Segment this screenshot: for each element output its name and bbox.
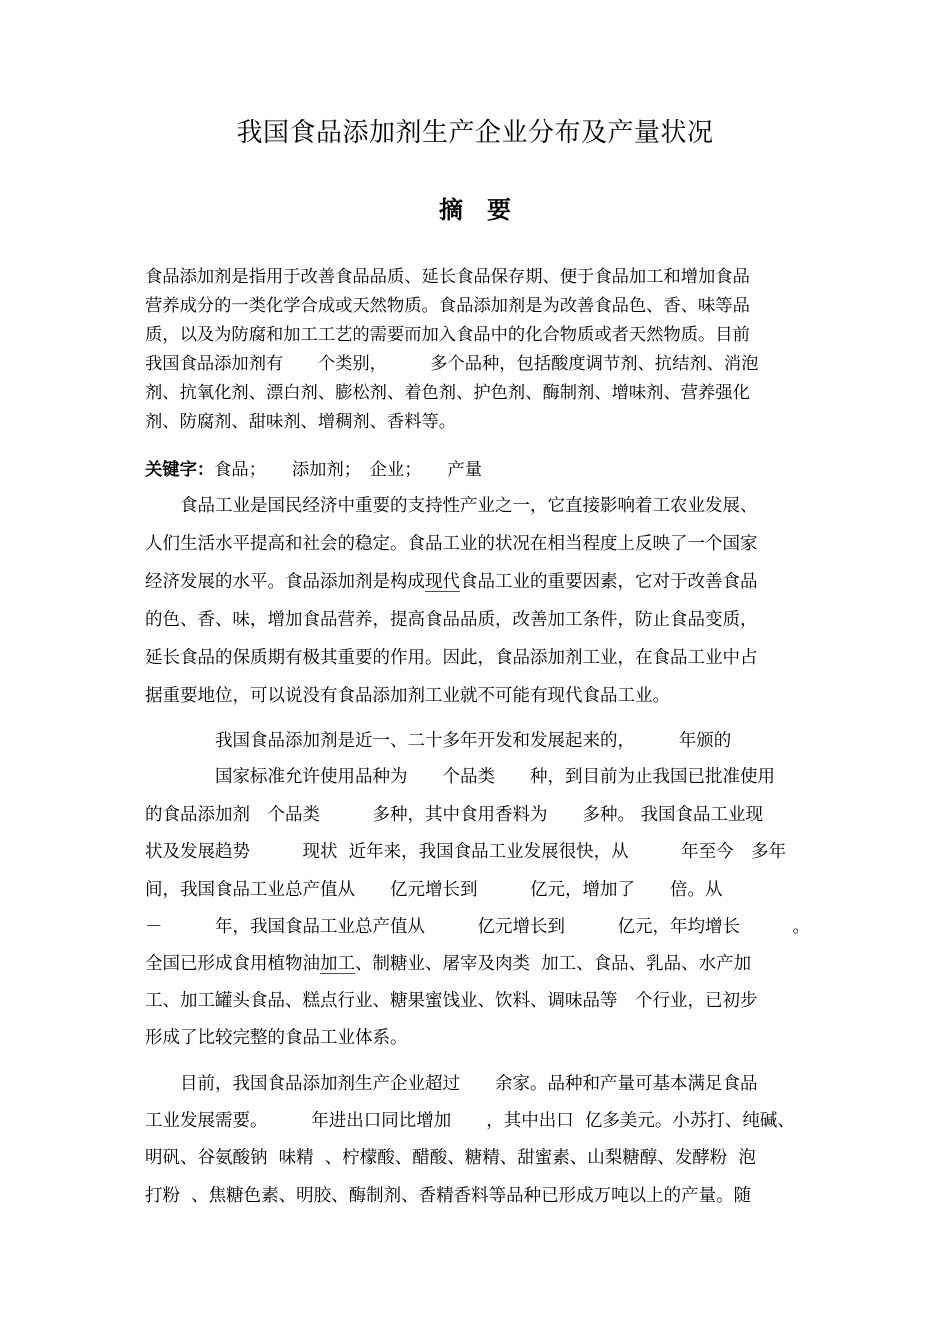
abstract-heading: 摘 要	[439, 196, 511, 224]
body-line: － 年，我国食品工业总产值从 亿元增长到 亿元，年均增长 。	[145, 917, 810, 937]
body-line	[145, 568, 758, 593]
body-line: 状及发展趋势 现状 近年来，我国食品工业发展很快，从 年至今 多年	[145, 842, 787, 862]
keywords-text: 食品； 添加剂； 企业； 产量	[214, 460, 482, 480]
body-line: 明矾、谷氨酸钠 味精 、柠檬酸、醋酸、糖精、甜蜜素、山梨糖醇、发酵粉 泡	[145, 1148, 756, 1168]
body-line: 我国食品添加剂是近一、二十多年开发和发展起来的， 年颁的	[145, 731, 732, 751]
body-line: 间，我国食品工业总产值从 亿元增长到 亿元，增加了 倍。从	[145, 880, 723, 900]
body-line: 目前，我国食品添加剂生产企业超过 余家。品种和产量可基本满足食品	[145, 1074, 758, 1094]
abstract-line: 剂、防腐剂、甜味剂、增稠剂、香料等。	[145, 412, 457, 432]
abstract-line: 我国食品添加剂有 个类别， 多个品种，包括酸度调节剂、抗结剂、消泡	[145, 354, 759, 374]
body-text: 、制糖业、屠宰及肉类 加工、食品、乳品、水产加	[355, 954, 752, 974]
body-text: 食品工业的重要因素，它对于改善食品	[460, 572, 758, 592]
body-line: 食品工业是国民经济中重要的支持性产业之一，它直接影响着工农业发展、	[145, 496, 758, 516]
body-text: 经济发展的水平。食品添加剂是构成	[145, 572, 425, 592]
abstract-line: 剂、抗氧化剂、漂白剂、膨松剂、着色剂、护色剂、酶制剂、增味剂、营养强化	[145, 383, 750, 403]
abstract-line: 营养成分的一类化学合成或天然物质。食品添加剂是为改善食品色、香、味等品	[145, 296, 750, 316]
body-line: 工业发展需要。 年进出口同比增加 ，其中出口 亿多美元。小苏打、纯碱、	[145, 1111, 795, 1131]
body-line: 人们生活水平提高和社会的稳定。食品工业的状况在相当程度上反映了一个国家	[145, 534, 758, 554]
body-line	[145, 950, 751, 975]
body-line: 工、加工罐头食品、糕点行业、糖果蜜饯业、饮料、调味品等 个行业，已初步	[145, 991, 758, 1011]
body-line: 的色、香、味，增加食品营养，提高食品品质，改善加工条件，防止食品变质，	[145, 610, 758, 630]
abstract-line: 食品添加剂是指用于改善食品品质、延长食品保存期、便于食品加工和增加食品	[145, 267, 750, 287]
document-title: 我国食品添加剂生产企业分布及产量状况	[236, 118, 714, 148]
body-line: 延长食品的保质期有极其重要的作用。因此，食品添加剂工业，在食品工业中占	[145, 648, 758, 668]
link-modern[interactable]: 现代	[425, 572, 460, 592]
link-processing[interactable]: 加工	[320, 954, 355, 974]
body-line: 形成了比较完整的食品工业体系。	[145, 1028, 408, 1048]
body-line: 国家标准允许使用品种为 个品类 种，到目前为止我国已批准使用	[145, 767, 775, 787]
body-line: 打粉 、焦糖色素、明胶、酶制剂、香精香料等品种已形成万吨以上的产量。随	[145, 1186, 752, 1206]
keywords-label: 关键字：	[145, 460, 215, 480]
abstract-line: 质，以及为防腐和加工工艺的需要而加入食品中的化合物质或者天然物质。目前	[145, 325, 750, 345]
body-line: 据重要地位，可以说没有食品添加剂工业就不可能有现代食品工业。	[145, 686, 670, 706]
keywords-row	[145, 455, 482, 480]
body-text: 全国已形成食用植物油	[145, 954, 320, 974]
body-line: 的食品添加剂 个品类 多种，其中食用香料为 多种。 我国食品工业现	[145, 805, 764, 825]
